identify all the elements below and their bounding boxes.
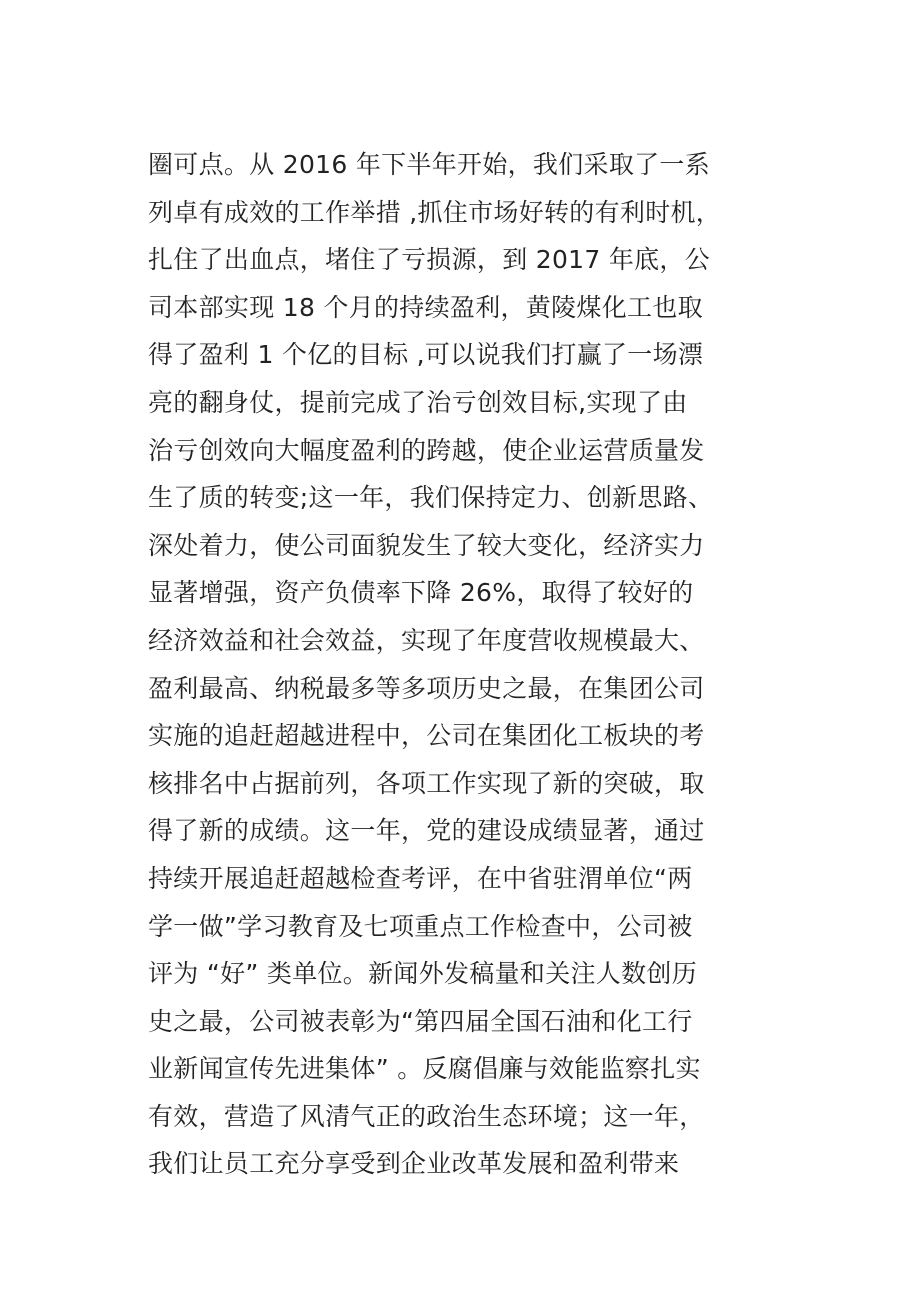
body-paragraph <box>148 141 778 1188</box>
paragraph-line: 业新闻宣传先进集体” 。反腐倡廉与效能监察扎实 <box>148 1054 701 1084</box>
paragraph-line: 史之最，公司被表彰为“第四届全国石油和化工行 <box>148 1006 693 1036</box>
paragraph-line: 生了质的转变;这一年，我们保持定力、创新思路、 <box>148 483 714 513</box>
paragraph-line: 司本部实现 18 个月的持续盈利，黄陵煤化工也取 <box>148 292 703 322</box>
paragraph-line: 深处着力，使公司面貌发生了较大变化，经济实力 <box>148 530 705 560</box>
paragraph-line: 得了新的成绩。这一年，党的建设成绩显著，通过 <box>148 816 705 846</box>
paragraph-line: 得了盈利 1 个亿的目标 ,可以说我们打赢了一场漂 <box>148 340 704 370</box>
paragraph-line: 核排名中占据前列，各项工作实现了新的突破，取 <box>148 768 705 798</box>
paragraph-line: 学一做”学习教育及七项重点工作检查中，公司被 <box>148 911 693 941</box>
paragraph-line: 实施的追赶超越进程中，公司在集团化工板块的考 <box>148 721 705 751</box>
paragraph-line: 列卓有成效的工作举措 ,抓住市场好转的有利时机， <box>148 197 722 227</box>
paragraph-line: 治亏创效向大幅度盈利的跨越，使企业运营质量发 <box>148 435 705 465</box>
paragraph-line: 持续开展追赶超越检查考评，在中省驻渭单位“两 <box>148 863 693 893</box>
paragraph-line: 扎住了出血点，堵住了亏损源，到 2017 年底，公 <box>148 245 711 275</box>
paragraph-line: 经济效益和社会效益，实现了年度营收规模最大、 <box>148 625 705 655</box>
paragraph-line: 有效，营造了风清气正的政治生态环境；这一年， <box>148 1101 705 1131</box>
paragraph-line: 亮的翻身仗，提前完成了治亏创效目标,实现了由 <box>148 387 688 417</box>
paragraph-line: 盈利最高、纳税最多等多项历史之最，在集团公司 <box>148 673 705 703</box>
paragraph-line: 圈可点。从 2016 年下半年开始，我们采取了一系 <box>148 150 711 179</box>
paragraph-line: 我们让员工充分享受到企业改革发展和盈利带来 <box>148 1149 680 1179</box>
paragraph-line: 显著增强，资产负债率下降 26%，取得了较好的 <box>148 578 694 608</box>
paragraph-line: 评为 “好” 类单位。新闻外发稿量和关注人数创历 <box>148 959 697 989</box>
